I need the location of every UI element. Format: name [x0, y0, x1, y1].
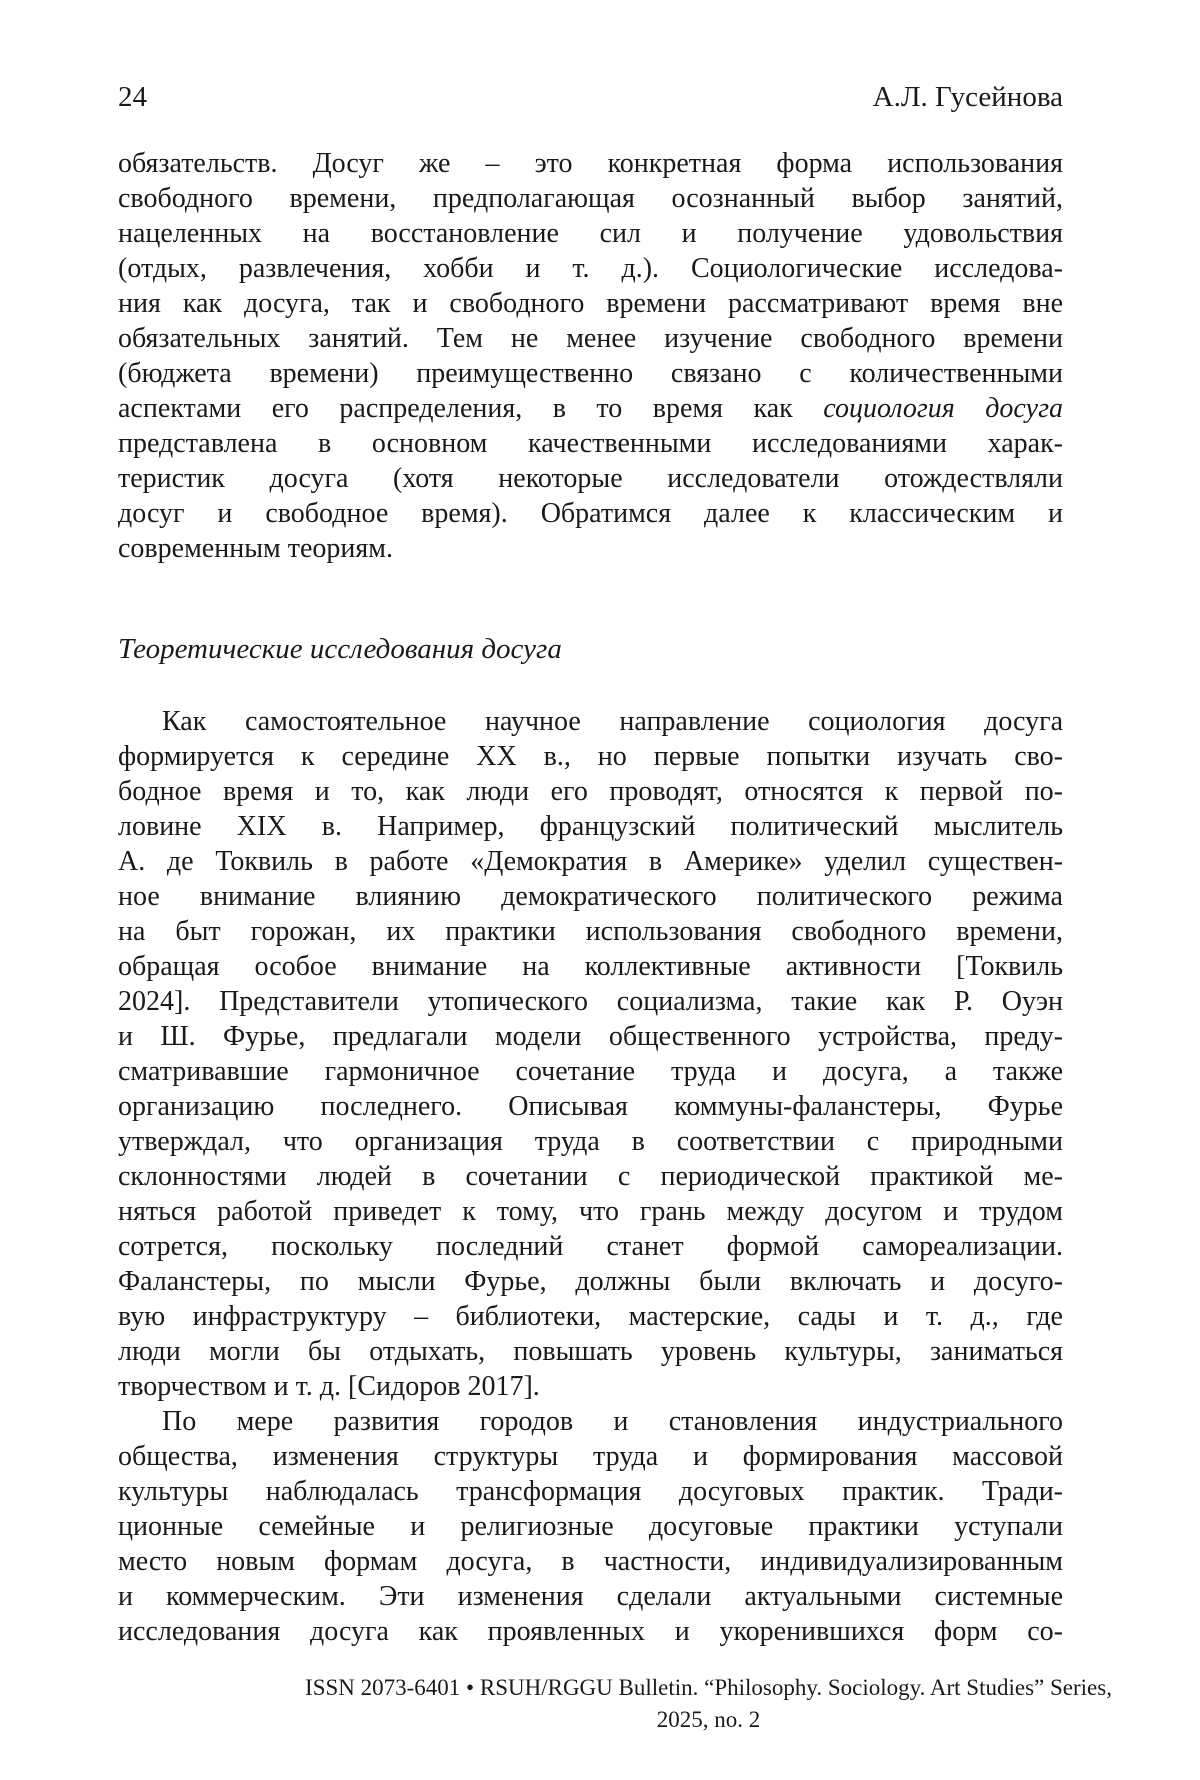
- text-line: сматривавшие гармоничное сочетание труда и досуга, а также: [118, 1056, 1063, 1087]
- paragraph: [118, 1404, 1063, 1649]
- section-heading: Теоретические исследования досуга: [118, 633, 562, 665]
- text-line: склонностями людей в сочетании с периодической практикой ме-: [118, 1161, 1063, 1192]
- text-line: теристик досуга (хотя некоторые исследователи отождествляли: [118, 463, 1063, 494]
- text-line: творчеством и т. д. [Сидоров 2017].: [118, 1371, 540, 1402]
- text-line: ловине XIX в. Например, французский политический мыслитель: [118, 811, 1063, 842]
- paragraph: [118, 146, 1063, 566]
- text-line: и Ш. Фурье, предлагали модели общественного устройства, преду-: [118, 1021, 1063, 1052]
- text-line: люди могли бы отдыхать, повышать уровень культуры, заниматься: [118, 1336, 1063, 1367]
- text-line: 2024]. Представители утопического социализма, такие как Р. Оуэн: [118, 986, 1063, 1017]
- text-line: обращая особое внимание на коллективные активности [Токвиль: [118, 951, 1063, 982]
- page-number: 24: [118, 81, 147, 113]
- italic-term: социология досуга: [823, 393, 1063, 424]
- text-line: [118, 391, 1063, 426]
- text-line: бодное время и то, как люди его проводят, относятся к первой по-: [118, 776, 1063, 807]
- text-line: обязательных занятий. Тем не менее изучение свободного времени: [118, 323, 1063, 354]
- text-line: По мере развития городов и становления индустриального: [162, 1406, 1063, 1437]
- text-line: Фаланстеры, по мысли Фурье, должны были включать и досуго-: [118, 1266, 1063, 1297]
- text-line: и коммерческим. Эти изменения сделали актуальными системные: [118, 1581, 1063, 1612]
- text-line: ния как досуга, так и свободного времени рассматривают время вне: [118, 288, 1063, 319]
- text-line: Как самостоятельное научное направление социология досуга: [162, 706, 1063, 737]
- text-line: нацеленных на восстановление сил и получение удовольствия: [118, 218, 1063, 249]
- text-line: (отдых, развлечения, хобби и т. д.). Социологические исследова-: [118, 253, 1063, 284]
- text-line: организацию последнего. Описывая коммуны-фаланстеры, Фурье: [118, 1091, 1063, 1122]
- text-line: ционные семейные и религиозные досуговые практики уступали: [118, 1511, 1063, 1542]
- page-footer: [236, 1672, 1181, 1736]
- text-line: место новым формам досуга, в частности, индивидуализированным: [118, 1546, 1063, 1577]
- text-line: формируется к середине XX в., но первые попытки изучать сво-: [118, 741, 1063, 772]
- text-line: современным теориям.: [118, 533, 393, 564]
- text-line: общества, изменения структуры труда и формирования массовой: [118, 1441, 1063, 1472]
- text-line: няться работой приведет к тому, что грань между досугом и трудом: [118, 1196, 1063, 1227]
- text-line: сотрется, поскольку последний станет формой самореализации.: [118, 1231, 1063, 1262]
- text-line: исследования досуга как проявленных и укоренившихся форм со-: [118, 1616, 1063, 1647]
- footer-journal-line: ISSN 2073-6401 • RSUH/RGGU Bulletin. “Philosophy. Sociology. Art Studies” Series,: [305, 1675, 1112, 1700]
- text-segment: аспектами его распределения, в то время как: [118, 393, 824, 424]
- text-line: ное внимание влиянию демократического политического режима: [118, 881, 1063, 912]
- running-header: [118, 80, 1063, 114]
- text-line: утверждал, что организация труда в соответствии с природными: [118, 1126, 1063, 1157]
- text-line: свободного времени, предполагающая осознанный выбор занятий,: [118, 183, 1063, 214]
- text-line: досуг и свободное время). Обратимся далее к классическим и: [118, 498, 1063, 529]
- body-text: [118, 146, 1063, 1649]
- text-line: обязательств. Досуг же – это конкретная форма использования: [118, 148, 1063, 179]
- text-line: вую инфраструктуру – библиотеки, мастерские, сады и т. д., где: [118, 1301, 1063, 1332]
- text-line: представлена в основном качественными исследованиями харак-: [118, 428, 1063, 459]
- footer-issue-line: 2025, no. 2: [656, 1707, 761, 1732]
- text-line: (бюджета времени) преимущественно связано с количественными: [118, 358, 1063, 389]
- text-line: культуры наблюдалась трансформация досуговых практик. Тради-: [118, 1476, 1063, 1507]
- text-line: А. де Токвиль в работе «Демократия в Америке» уделил существен-: [118, 846, 1063, 877]
- paragraph: [118, 704, 1063, 1404]
- text-line: на быт горожан, их практики использования свободного времени,: [118, 916, 1063, 947]
- author-name: А.Л. Гусейнова: [872, 81, 1063, 113]
